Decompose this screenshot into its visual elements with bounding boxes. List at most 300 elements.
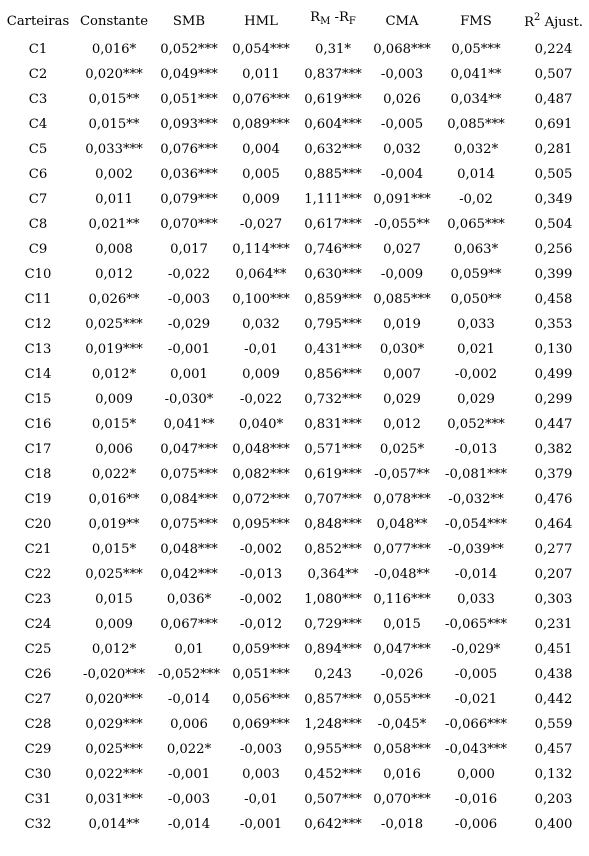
cell-portfolio: C14 [24,367,52,382]
cell-market-premium: 0,856*** [304,367,362,382]
cell-fms: 0,033 [457,317,495,332]
cell-hml: 0,009 [242,367,280,382]
cell-constant: 0,011 [95,192,133,207]
table-header [0,8,589,37]
cell-hml: 0,069*** [232,717,290,732]
cell-cma: 0,058*** [373,742,431,757]
cell-fms: -0,054*** [445,517,507,532]
cell-fms: 0,021 [457,342,495,357]
table-row [0,237,589,262]
cell-fms: 0,033 [457,592,495,607]
cell-fms: -0,002 [454,367,498,382]
cell-adjusted-r2: 0,399 [534,267,573,282]
cell-adjusted-r2: 0,507 [534,67,573,82]
cell-market-premium: 0,431*** [304,342,362,357]
cell-portfolio: C20 [24,517,52,532]
cell-portfolio: C15 [24,392,52,407]
cell-cma: 0,030* [379,342,425,357]
cell-market-premium: 0,619*** [304,467,362,482]
cell-fms: 0,05*** [451,42,501,57]
cell-market-premium: 0,630*** [304,267,362,282]
cell-adjusted-r2: 0,464 [534,517,573,532]
cell-portfolio: C22 [24,567,52,582]
cell-fms: 0,034** [450,92,502,107]
cell-hml: 0,040* [238,417,284,432]
market-premium-f-subscript: F [348,15,356,27]
cell-smb: 0,017 [170,242,208,257]
cell-portfolio: C29 [24,742,52,757]
cell-fms: 0,065*** [447,217,505,232]
cell-fms: -0,043*** [445,742,507,757]
cell-portfolio: C19 [24,492,52,507]
cell-cma: -0,003 [380,67,424,82]
cell-market-premium: 0,852*** [304,542,362,557]
cell-portfolio: C28 [24,717,52,732]
header-hml: HML [244,13,278,29]
cell-cma: -0,045* [377,717,427,732]
cell-cma: 0,048** [376,517,428,532]
cell-cma: 0,077*** [373,542,431,557]
header-adjusted-r2 [518,8,589,37]
table-row [0,687,589,712]
cell-market-premium: 0,894*** [304,642,362,657]
cell-market-premium: 0,507*** [304,792,362,807]
regression-results-table [0,8,589,837]
cell-hml: 0,072*** [232,492,290,507]
header-smb: SMB [172,13,206,29]
cell-adjusted-r2: 0,203 [534,792,573,807]
cell-adjusted-r2: 0,231 [534,617,573,632]
cell-market-premium: 0,955*** [304,742,362,757]
cell-market-premium: 0,452*** [304,767,362,782]
cell-adjusted-r2: 0,281 [534,142,573,157]
cell-adjusted-r2: 0,487 [534,92,573,107]
cell-market-premium: 1,248*** [304,717,362,732]
cell-constant: 0,029*** [85,717,143,732]
cell-constant: 0,033*** [85,142,143,157]
cell-constant: 0,031*** [85,792,143,807]
cell-constant: 0,025*** [85,567,143,582]
cell-portfolio: C26 [24,667,52,682]
table-row [0,587,589,612]
table-row [0,412,589,437]
table-row [0,612,589,637]
cell-cma: 0,055*** [373,692,431,707]
cell-cma: 0,047*** [373,642,431,657]
cell-smb: 0,042*** [160,567,218,582]
cell-adjusted-r2: 0,451 [534,642,573,657]
cell-smb: -0,001 [167,342,211,357]
cell-cma: 0,091*** [373,192,431,207]
cell-fms: 0,063* [453,242,499,257]
cell-fms: 0,052*** [447,417,505,432]
cell-portfolio: C17 [24,442,52,457]
cell-adjusted-r2: 0,379 [534,467,573,482]
cell-fms: -0,016 [454,792,498,807]
cell-market-premium: 0,243 [314,667,352,682]
market-premium-label [310,10,356,25]
table-row [0,537,589,562]
cell-constant: 0,002 [95,167,133,182]
table-row [0,437,589,462]
cell-smb: 0,075*** [160,467,218,482]
cell-cma: 0,029 [383,392,421,407]
cell-hml: 0,009 [242,192,280,207]
cell-smb: 0,075*** [160,517,218,532]
cell-portfolio: C8 [28,217,48,232]
cell-smb: -0,003 [167,792,211,807]
cell-portfolio: C23 [24,592,52,607]
cell-portfolio: C24 [24,617,52,632]
cell-adjusted-r2: 0,458 [534,292,573,307]
cell-fms: -0,029* [451,642,501,657]
table-row [0,762,589,787]
cell-market-premium: 0,732*** [304,392,362,407]
table-body [0,37,589,837]
cell-adjusted-r2: 0,559 [534,717,573,732]
cell-market-premium: 0,571*** [304,442,362,457]
cell-hml: -0,003 [239,742,283,757]
cell-smb: 0,01 [174,642,204,657]
cell-hml: -0,002 [239,542,283,557]
cell-portfolio: C32 [24,817,52,832]
cell-market-premium: 0,642*** [304,817,362,832]
cell-adjusted-r2: 0,299 [534,392,573,407]
cell-hml: 0,059*** [232,642,290,657]
cell-cma: 0,085*** [373,292,431,307]
adjusted-r2-rest: Ajust. [540,15,583,30]
cell-constant: 0,012 [95,267,133,282]
cell-adjusted-r2: 0,499 [534,367,573,382]
cell-smb: 0,084*** [160,492,218,507]
cell-hml: -0,013 [239,567,283,582]
cell-fms: 0,085*** [447,117,505,132]
cell-constant: 0,016* [91,42,137,57]
cell-portfolio: C18 [24,467,52,482]
cell-fms: 0,029 [457,392,495,407]
cell-portfolio: C5 [28,142,48,157]
cell-adjusted-r2: 0,353 [534,317,573,332]
cell-smb: -0,014 [167,817,211,832]
cell-cma: 0,027 [383,242,421,257]
table-row [0,462,589,487]
cell-cma: 0,019 [383,317,421,332]
cell-smb: 0,041** [163,417,215,432]
table-row [0,262,589,287]
cell-constant: 0,014** [88,817,140,832]
cell-market-premium: 0,619*** [304,92,362,107]
table-row [0,812,589,837]
cell-portfolio: C7 [28,192,48,207]
cell-smb: 0,022* [166,742,212,757]
cell-hml: -0,001 [239,817,283,832]
cell-cma: -0,018 [380,817,424,832]
cell-hml: -0,022 [239,392,283,407]
cell-constant: 0,025*** [85,742,143,757]
cell-smb: -0,014 [167,692,211,707]
cell-adjusted-r2: 0,438 [534,667,573,682]
header-constant: Constante [79,13,149,29]
cell-hml: 0,089*** [232,117,290,132]
cell-adjusted-r2: 0,303 [534,592,573,607]
cell-constant: 0,022* [91,467,137,482]
cell-fms: 0,041** [450,67,502,82]
cell-portfolio: C4 [28,117,48,132]
cell-adjusted-r2: 0,349 [534,192,573,207]
cell-market-premium: 0,848*** [304,517,362,532]
cell-cma: -0,005 [380,117,424,132]
cell-smb: 0,049*** [160,67,218,82]
cell-market-premium: 0,859*** [304,292,362,307]
table-row [0,37,589,62]
cell-portfolio: C27 [24,692,52,707]
table-row [0,187,589,212]
cell-market-premium: 1,080*** [304,592,362,607]
cell-portfolio: C30 [24,767,52,782]
header-row [0,8,589,37]
cell-market-premium: 0,31* [315,42,351,57]
cell-constant: 0,020*** [85,67,143,82]
cell-portfolio: C13 [24,342,52,357]
cell-fms: -0,014 [454,567,498,582]
cell-adjusted-r2: 0,256 [534,242,573,257]
cell-cma: 0,012 [383,417,421,432]
cell-smb: -0,001 [167,767,211,782]
cell-fms: -0,006 [454,817,498,832]
cell-market-premium: 0,729*** [304,617,362,632]
cell-constant: 0,008 [95,242,133,257]
adjusted-r2-r: R [524,15,534,30]
cell-adjusted-r2: 0,400 [534,817,573,832]
cell-smb: -0,030* [164,392,214,407]
cell-hml: 0,003 [242,767,280,782]
cell-fms: -0,066*** [445,717,507,732]
cell-portfolio: C12 [24,317,52,332]
cell-cma: 0,078*** [373,492,431,507]
cell-smb: 0,048*** [160,542,218,557]
cell-hml: 0,064** [235,267,287,282]
cell-cma: -0,004 [380,167,424,182]
cell-hml: 0,005 [242,167,280,182]
market-premium-minus-r: -R [330,9,349,25]
cell-market-premium: 0,885*** [304,167,362,182]
cell-cma: -0,026 [380,667,424,682]
cell-adjusted-r2: 0,207 [534,567,573,582]
cell-market-premium: 0,707*** [304,492,362,507]
cell-portfolio: C1 [28,42,48,57]
cell-cma: -0,057** [374,467,430,482]
table-row [0,137,589,162]
cell-constant: 0,016** [88,492,140,507]
cell-adjusted-r2: 0,505 [534,167,573,182]
cell-smb: 0,036* [166,592,212,607]
cell-adjusted-r2: 0,277 [534,542,573,557]
adjusted-r2-superscript: 2 [534,12,541,23]
cell-smb: 0,036*** [160,167,218,182]
cell-hml: 0,076*** [232,92,290,107]
cell-hml: 0,051*** [232,667,290,682]
cell-market-premium: 0,364** [307,567,359,582]
cell-smb: -0,052*** [158,667,220,682]
cell-portfolio: C25 [24,642,52,657]
cell-constant: 0,006 [95,442,133,457]
cell-smb: 0,079*** [160,192,218,207]
cell-market-premium: 0,746*** [304,242,362,257]
cell-cma: -0,048** [374,567,430,582]
cell-fms: -0,065*** [445,617,507,632]
cell-fms: 0,014 [457,167,495,182]
cell-portfolio: C10 [24,267,52,282]
cell-smb: 0,006 [170,717,208,732]
cell-constant: -0,020*** [83,667,145,682]
header-fms: FMS [460,13,492,29]
cell-cma: -0,009 [380,267,424,282]
header-market-premium [296,8,370,37]
cell-constant: 0,015* [91,417,137,432]
table-row [0,212,589,237]
table-row [0,662,589,687]
cell-cma: 0,026 [383,92,421,107]
header-cma: CMA [385,13,419,29]
cell-fms: 0,032* [453,142,499,157]
cell-cma: 0,070*** [373,792,431,807]
cell-adjusted-r2: 0,457 [534,742,573,757]
cell-hml: 0,095*** [232,517,290,532]
cell-constant: 0,019*** [85,342,143,357]
table-row [0,87,589,112]
cell-hml: 0,082*** [232,467,290,482]
cell-constant: 0,012* [91,642,137,657]
cell-portfolio: C3 [28,92,48,107]
cell-fms: -0,02 [459,192,493,207]
cell-adjusted-r2: 0,132 [534,767,573,782]
cell-cma: 0,032 [383,142,421,157]
cell-market-premium: 0,617*** [304,217,362,232]
cell-cma: 0,015 [383,617,421,632]
cell-smb: -0,003 [167,292,211,307]
cell-constant: 0,015 [95,592,133,607]
cell-constant: 0,015** [88,92,140,107]
cell-fms: 0,050** [450,292,502,307]
cell-hml: 0,032 [242,317,280,332]
cell-portfolio: C16 [24,417,52,432]
market-premium-r: R [310,9,321,25]
cell-constant: 0,012* [91,367,137,382]
table-row [0,162,589,187]
cell-fms: 0,000 [457,767,495,782]
cell-market-premium: 0,632*** [304,142,362,157]
cell-portfolio: C31 [24,792,52,807]
cell-hml: -0,01 [244,342,278,357]
cell-smb: 0,067*** [160,617,218,632]
cell-hml: 0,056*** [232,692,290,707]
cell-market-premium: 0,857*** [304,692,362,707]
cell-constant: 0,015** [88,117,140,132]
cell-portfolio: C21 [24,542,52,557]
cell-constant: 0,009 [95,392,133,407]
cell-market-premium: 0,837*** [304,67,362,82]
table-row [0,512,589,537]
cell-adjusted-r2: 0,691 [534,117,573,132]
cell-smb: -0,022 [167,267,211,282]
table-row [0,387,589,412]
cell-cma: 0,007 [383,367,421,382]
cell-adjusted-r2: 0,504 [534,217,573,232]
cell-smb: -0,029 [167,317,211,332]
cell-fms: -0,032** [448,492,504,507]
table-row [0,562,589,587]
cell-smb: 0,093*** [160,117,218,132]
cell-cma: 0,016 [383,767,421,782]
table-row [0,362,589,387]
cell-fms: -0,081*** [445,467,507,482]
table-row [0,737,589,762]
cell-hml: 0,004 [242,142,280,157]
cell-fms: -0,021 [454,692,498,707]
cell-portfolio: C2 [28,67,48,82]
cell-smb: 0,052*** [160,42,218,57]
cell-fms: -0,039** [448,542,504,557]
cell-cma: 0,025* [379,442,425,457]
table-row [0,712,589,737]
table-row [0,637,589,662]
cell-market-premium: 0,795*** [304,317,362,332]
table-row [0,337,589,362]
cell-adjusted-r2: 0,476 [534,492,573,507]
cell-constant: 0,020*** [85,692,143,707]
cell-portfolio: C6 [28,167,48,182]
table-row [0,287,589,312]
cell-smb: 0,076*** [160,142,218,157]
cell-constant: 0,019** [88,517,140,532]
cell-adjusted-r2: 0,447 [534,417,573,432]
cell-adjusted-r2: 0,442 [534,692,573,707]
table-row [0,62,589,87]
cell-hml: 0,054*** [232,42,290,57]
cell-constant: 0,026** [88,292,140,307]
cell-constant: 0,009 [95,617,133,632]
cell-hml: -0,01 [244,792,278,807]
cell-hml: -0,002 [239,592,283,607]
table-row [0,487,589,512]
cell-smb: 0,001 [170,367,208,382]
market-premium-m-subscript: M [320,15,331,27]
cell-constant: 0,015* [91,542,137,557]
cell-market-premium: 0,831*** [304,417,362,432]
cell-hml: -0,012 [239,617,283,632]
cell-smb: 0,051*** [160,92,218,107]
table-row [0,312,589,337]
table-row [0,112,589,137]
cell-hml: 0,048*** [232,442,290,457]
cell-fms: -0,013 [454,442,498,457]
cell-cma: 0,068*** [373,42,431,57]
cell-smb: 0,047*** [160,442,218,457]
cell-portfolio: C11 [24,292,52,307]
cell-hml: 0,114*** [232,242,290,257]
cell-constant: 0,022*** [85,767,143,782]
header-portfolio: Carteiras [6,13,70,29]
cell-fms: 0,059** [450,267,502,282]
cell-cma: -0,055** [374,217,430,232]
cell-adjusted-r2: 0,224 [534,42,573,57]
cell-hml: 0,100*** [232,292,290,307]
cell-cma: 0,116*** [373,592,431,607]
cell-constant: 0,021** [88,217,140,232]
cell-hml: -0,027 [239,217,283,232]
cell-constant: 0,025*** [85,317,143,332]
cell-market-premium: 0,604*** [304,117,362,132]
